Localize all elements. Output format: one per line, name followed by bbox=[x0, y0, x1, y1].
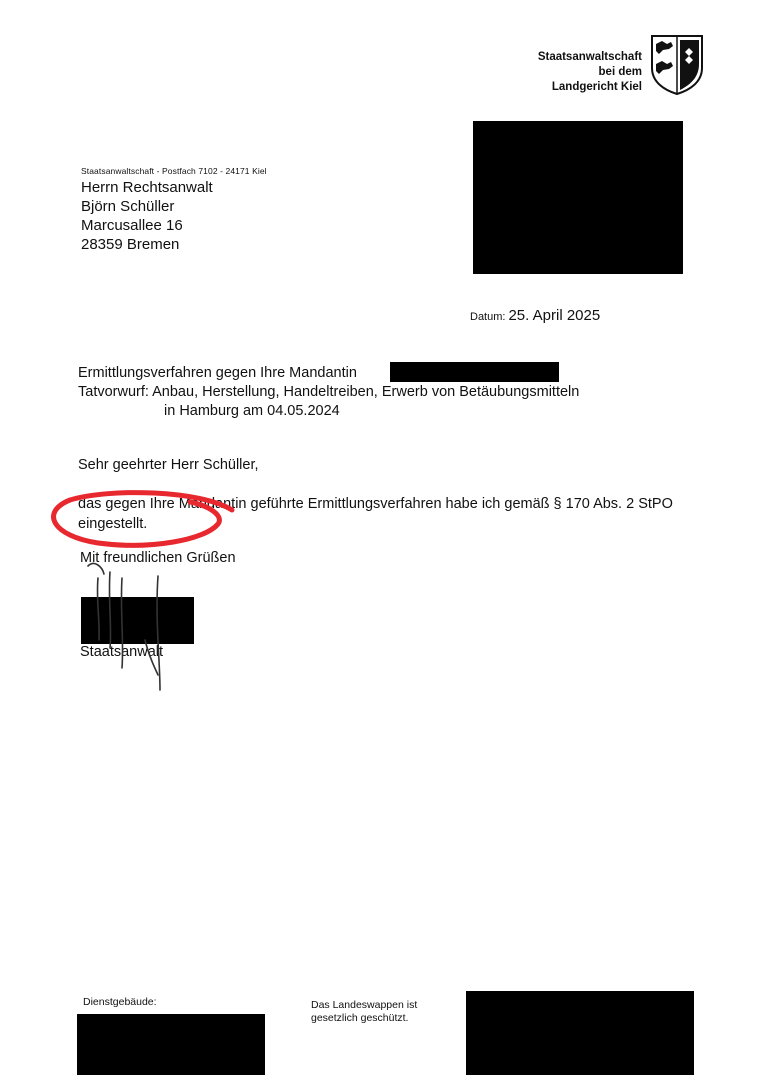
footer-building-label: Dienstgebäude: bbox=[83, 996, 157, 1008]
recipient-line: 28359 Bremen bbox=[81, 236, 180, 253]
closing-greeting: Mit freundlichen Grüßen bbox=[80, 550, 236, 566]
footer-note-line: Das Landeswappen ist bbox=[311, 999, 418, 1011]
date-value: 25. April 2025 bbox=[508, 307, 601, 324]
signature-scribble bbox=[88, 564, 160, 690]
salutation: Sehr geehrter Herr Schüller, bbox=[78, 457, 259, 473]
authority-line: Staatsanwaltschaft bbox=[537, 51, 642, 63]
footer-note-line: gesetzlich geschützt. bbox=[311, 1012, 409, 1024]
date-label: Datum: bbox=[470, 311, 506, 323]
letter-body: das gegen Ihre Mandantin geführte Ermittlungsverfahren habe ich gemäß § 170 Abs. 2 StPO eingestellt. bbox=[78, 496, 673, 532]
authority-line: bei dem bbox=[598, 66, 642, 78]
recipient-line: Herrn Rechtsanwalt bbox=[81, 179, 213, 196]
sender-return-address: Staatsanwaltschaft - Postfach 7102 - 24171 Kiel bbox=[81, 166, 267, 176]
red-annotation-circle bbox=[54, 493, 232, 546]
subject-line-case: Ermittlungsverfahren gegen Ihre Mandantin bbox=[78, 365, 357, 381]
authority-line: Landgericht Kiel bbox=[551, 81, 642, 93]
signature-role: Staatsanwalt bbox=[80, 644, 164, 660]
recipient-line: Björn Schüller bbox=[81, 198, 175, 215]
subject-line-charge: Tatvorwurf: Anbau, Herstellung, Handeltreiben, Erwerb von Betäubungsmitteln bbox=[78, 384, 580, 400]
subject-line-location: in Hamburg am 04.05.2024 bbox=[164, 403, 340, 419]
recipient-line: Marcusallee 16 bbox=[81, 217, 183, 234]
